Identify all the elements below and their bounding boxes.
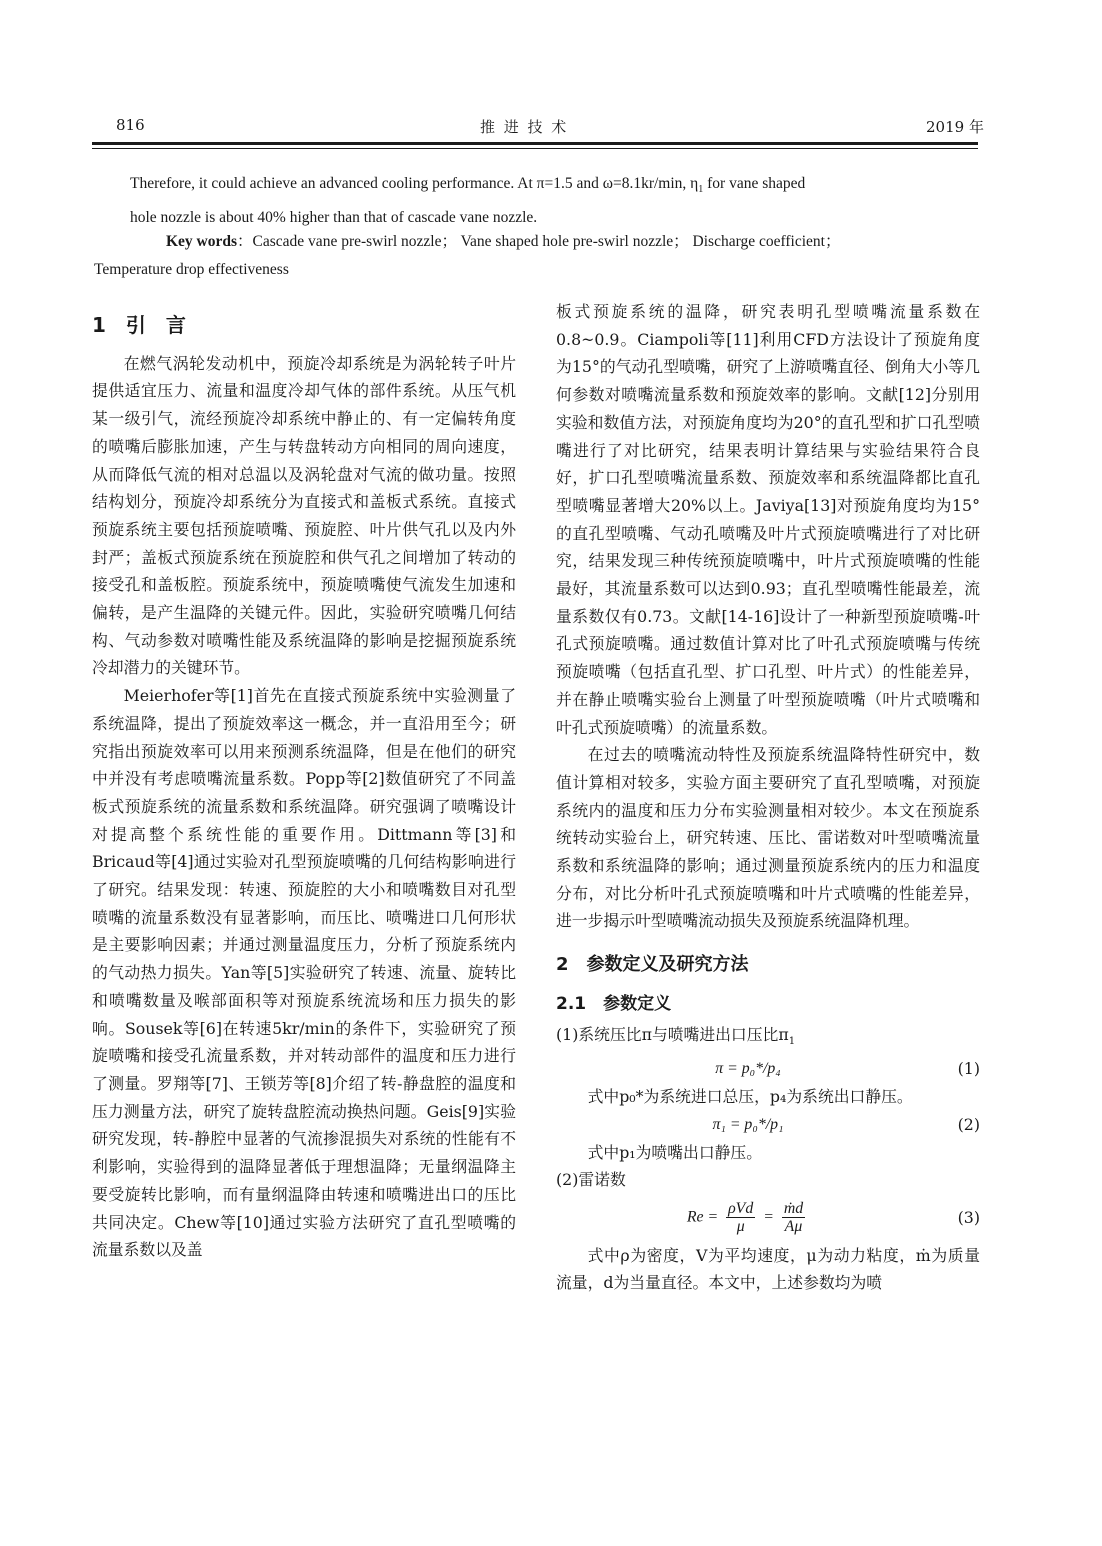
equation-description: 式中ρ为密度，V为平均速度，μ为动力粘度，ṁ为质量流量，d为当量直径。本文中，上述参数均为喷 — [556, 1245, 980, 1293]
equation-2: π₁ = p₀*/p₁ (2) — [556, 1111, 980, 1139]
paragraph: 在燃气涡轮发动机中，预旋冷却系统是为涡轮转子叶片提供适宜压力、流量和温度冷却气体的部件系统。从压气机某一级引气，流经预旋冷却系统中静止的、有一定偏转角度的喷嘴后膨胀加速，产生与转盘转动方向相同的周向速度，从而降低气流的相对总温以及涡轮盘对气流的做功量。按照结构划分，预旋冷却系统分为直接式和盖板式系统。直接式预旋系统主要包括预旋喷嘴、预旋腔、叶片供气孔以及内外封严；盖板式预旋系统在预旋腔和供气孔之间增加了转动的接受孔和盖板腔。预旋系统中，预旋喷嘴使气流发生加速和偏转，是产生温降的关键元件。因此，实验研究喷嘴几何结构、气动参数对喷嘴性能及系统温降的影响是挖掘预旋系统冷却潜力的关键环节。 — [92, 353, 516, 678]
equation-1: π = p₀*/p₄ (1) — [556, 1055, 980, 1083]
page-number: 816 — [116, 116, 145, 134]
fraction: $\frac{\text{ρVd}}{\mu}$ — [728, 1199, 754, 1236]
equation-description: 式中p₁为喷嘴出口静压。 — [587, 1142, 763, 1162]
equation-3: Re = $\frac{\text{ρVd}}{\mu}$ = $\frac{\text{ṁd}}{A\mu}$ (3) — [686, 1199, 980, 1236]
parameter-item: (1)系统压比π与喷嘴进出口压比$\pi_1$ — [556, 1024, 796, 1047]
header-rule-thin — [92, 148, 978, 149]
paragraph: Meierhofer等[1]首先在直接式预旋系统中实验测量了系统温降，提出了预旋效率这一概念，并一直沿用至今；研究指出预旋效率可以用来预测系统温降，但是在他们的研究中并没有考虑喷嘴流量系数。Popp等[2]数值研究了不同盖板式预旋系统的流量系数和系统温降。研究强调了喷嘴设计对提高整个系统性能的重要作用。Dittmann等[3]和Bricaud等[4]通过实验对孔型预旋喷嘴的几何结构影响进行了研究。结果发现：转速、预旋腔的大小和喷嘴数目对孔型喷嘴的流量系数没有显著影响，而压比、喷嘴进口几何形状是主要影响因素；并通过测量温度压力，分析了预旋系统内的气动热力损失。Yan等[5]实验研究了转速、流量、旋转比和喷嘴数量及喉部面积等对预旋系统流场和压力损失的影响。Sousek等[6]在转速5kr/min的条件下，实验研究了预旋喷嘴和接受孔流量系数，并对转动部件的温度和压力进行了测量。罗翔等[7]、王锁芳等[8]介绍了转-静盘腔的温度和压力测量方法，研究了旋转盘腔流动换热问题。Geis[9]实验研究发现，转-静腔中显著的气流掺混损失对系统的性能有不利影响，实验得到的温降显著低于理想温降；无量纲温降主要受旋转比影响，而有量纲温降由转速和喷嘴进出口的压比共同决定。Chew等[10]通过实验方法研究了直孔型喷嘴的流量系数以及盖 — [92, 686, 516, 1260]
fraction: $\frac{\text{ṁd}}{A\mu}$ — [783, 1199, 804, 1236]
journal-name: 推 进 技 术 — [480, 118, 569, 136]
section-2-1-title: 2.1 参数定义 — [556, 993, 672, 1014]
paragraph: 在过去的喷嘴流动特性及预旋系统温降特性研究中，数值计算相对较多，实验方面主要研究了直孔型喷嘴，对预旋系统内的温度和压力分布实验测量相对较少。本文在预旋系统转动实验台上，研究转速、压比、雷诺数对叶型喷嘴流量系数和系统温降的影响；通过测量预旋系统内的压力和温度分布，对比分析叶孔式预旋喷嘴和叶片式喷嘴的性能差异，进一步揭示叶型喷嘴流动损失及预旋系统温降机理。 — [556, 745, 980, 931]
equation-number: (3) — [957, 1207, 980, 1227]
right-column — [556, 298, 980, 1297]
left-column — [92, 298, 516, 1264]
keywords-label: Key words — [166, 233, 238, 250]
equation-number: (1) — [957, 1059, 980, 1079]
section-1-title: 1 引 言 — [92, 313, 186, 337]
paragraph: 板式预旋系统的温降，研究表明孔型喷嘴流量系数在0.8~0.9。Ciampoli等[11]利用CFD方法设计了预旋角度为15°的气动孔型喷嘴，研究了上游喷嘴直径、倒角大小等几何参数对喷嘴流量系数和预旋效率的影响。文献[12]分别用实验和数值方法，对预旋角度均为20°的直孔型和扩口孔型喷嘴进行了对比研究，结果表明计算结果与实验结果符合良好，扩口孔型喷嘴流量系数、预旋效率和系统温降都比直孔型喷嘴显著增大20%以上。Javiya[13]对预旋角度均为15°的直孔型喷嘴、气动孔喷嘴及叶片式预旋喷嘴进行了对比研究，结果发现三种传统预旋喷嘴中，叶片式预旋喷嘴的性能最好，其流量系数可以达到0.93；直孔型喷嘴性能最差，流量系数仅有0.73。文献[14-16]设计了一种新型预旋喷嘴-叶孔式预旋喷嘴。通过数值计算对比了叶孔式预旋喷嘴与传统预旋喷嘴（包括直孔型、扩口孔型、叶片式）的性能差异，并在静止喷嘴实验台上测量了叶型预旋喷嘴（叶片式喷嘴和叶孔式预旋喷嘴）的流量系数。 — [556, 302, 980, 737]
abstract-tail: Therefore, it could achieve an advanced cooling performance. At π=1.5 and ω=8.1kr/min, $\eta_1$ for vane shaped hole nozzle is about 40% higher than that of cascade vane nozzle. — [130, 175, 806, 227]
keywords: Key words：Cascade vane pre-swirl nozzle； Vane shaped hole pre-swirl nozzle； Discharge coefficient； Temperature drop effectiveness — [94, 233, 841, 278]
section-2-title: 2 参数定义及研究方法 — [556, 954, 749, 976]
equation-description: 式中p₀*为系统进口总压，p₄为系统出口静压。 — [587, 1087, 913, 1107]
parameter-item: (2)雷诺数 — [556, 1170, 626, 1190]
equation-number: (2) — [957, 1114, 980, 1134]
header-rule-thick — [92, 142, 978, 145]
publication-year: 2019 年 — [926, 118, 984, 136]
